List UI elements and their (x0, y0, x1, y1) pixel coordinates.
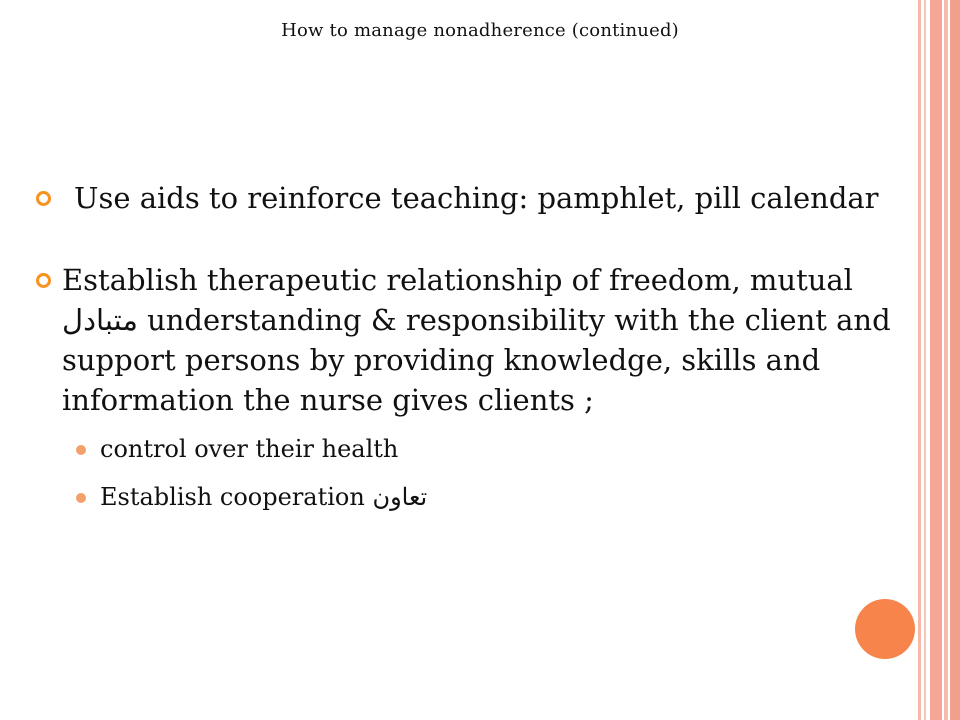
slide-content (36, 178, 916, 530)
sub-bullet-cooperation (76, 482, 916, 512)
ring-bullet-icon (36, 273, 51, 288)
sub-bullet-control (76, 434, 916, 464)
bullet-text: Use aids to reinforce teaching: pamphlet, pill calendar (74, 181, 879, 215)
dot-bullet-icon (76, 493, 86, 503)
decorative-circle (855, 599, 915, 659)
bullet-text-part1: Establish therapeutic relationship of freedom, mutual (62, 263, 853, 297)
bullet-item-relationship (36, 260, 916, 420)
decorative-stripe (930, 0, 942, 720)
slide-title: How to manage nonadherence (continued) (281, 20, 679, 41)
decorative-stripe (918, 0, 921, 720)
ring-bullet-icon (36, 191, 51, 206)
sub-bullet-list (36, 434, 916, 512)
bullet-text-part2: understanding & responsibility with the client and support persons by providing knowledge, skills and information the nurse gives clients ; (62, 303, 891, 417)
decorative-stripe (924, 0, 926, 720)
decorative-stripe (950, 0, 960, 720)
dot-bullet-icon (76, 445, 86, 455)
decorative-stripe (944, 0, 948, 720)
bullet-item-aids (36, 178, 916, 218)
sub-bullet-text: control over their health (100, 435, 399, 463)
sub-bullet-text: Establish cooperation (100, 483, 373, 511)
arabic-term: تعاون (372, 483, 428, 511)
arabic-term: متبادل (62, 303, 138, 337)
